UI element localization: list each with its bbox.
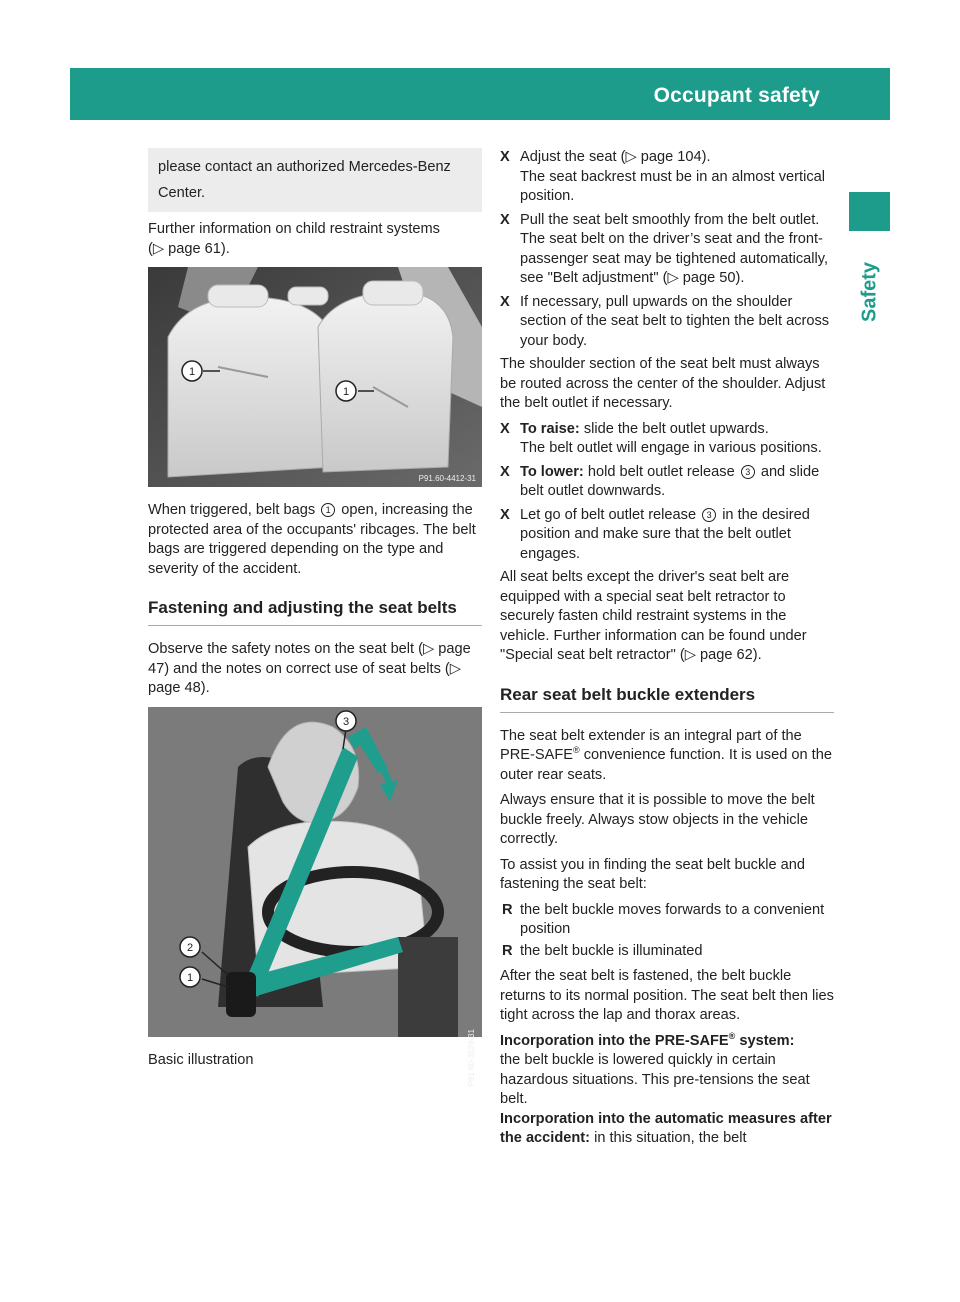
svg-text:2: 2 bbox=[186, 941, 194, 954]
section-heading: Fastening and adjusting the seat belts bbox=[148, 597, 482, 626]
chapter-tab-block bbox=[849, 192, 890, 231]
svg-text:3: 3 bbox=[342, 715, 350, 728]
section-title: Occupant safety bbox=[653, 84, 820, 107]
chapter-tab-label: Safety bbox=[858, 261, 880, 323]
rear-seat-figure bbox=[148, 267, 482, 487]
assist-text: To assist you in finding the seat belt buckle and fastening the seat belt: bbox=[500, 856, 806, 892]
svg-text:1: 1 bbox=[342, 386, 350, 398]
step-let-go: X Let go of belt outlet release 3 in the desired position and make sure that the belt outlet engages. bbox=[500, 506, 810, 562]
step-lower: X To lower: hold belt outlet release 3 and slide belt outlet downwards. bbox=[500, 463, 820, 499]
presafe-text: Incorporation into the PRE-SAFE® system: the belt buckle is lowered quickly in certain hazardous situations. This pre-tensions the seat belt. bbox=[500, 1030, 810, 1107]
step-raise: X To raise: slide the belt outlet upwards. The belt outlet will engage in various positions. bbox=[500, 420, 822, 456]
header-bar bbox=[70, 68, 943, 120]
svg-text:1: 1 bbox=[188, 366, 196, 378]
svg-text:1: 1 bbox=[186, 971, 194, 984]
list-item: R the belt buckle moves forwards to a convenient position bbox=[502, 901, 825, 937]
figure-code: P91.60-3529-31 bbox=[467, 1028, 476, 1086]
all-belts-text: All seat belts except the driver's seat belt are equipped with a special seat belt retractor to securely fasten child restraint systems in the vehicle. Further information can be found under "Special seat belt retractor" (▷ page 62). bbox=[500, 569, 807, 663]
extender-text: The seat belt extender is an integral part of the PRE-SAFE® convenience function. It is used on the outer rear seats. bbox=[500, 727, 832, 783]
chapter-tab bbox=[849, 192, 890, 342]
shoulder-text: The shoulder section of the seat belt must always be routed across the center of the shoulder. Adjust the belt outlet if necessary. bbox=[500, 356, 826, 411]
always-text: Always ensure that it is possible to move the belt buckle freely. Always stow objects in the vehicle correctly. bbox=[500, 792, 815, 847]
step-adjust-seat: X Adjust the seat (▷ page 104). The seat backrest must be in an almost vertical position. bbox=[500, 149, 825, 204]
figure-caption: Basic illustration bbox=[148, 1051, 254, 1068]
page-number: 49 bbox=[920, 85, 943, 107]
step-tighten: X If necessary, pull upwards on the shoulder section of the seat belt to tighten the belt across your body. bbox=[500, 293, 830, 349]
figure-code: P91.60-4412-31 bbox=[418, 474, 476, 483]
auto-text: Incorporation into the automatic measures after the accident: in this situation, the belt bbox=[500, 1110, 832, 1146]
belt-bags-text: When triggered, belt bags 1 open, increasing the protected area of the occupants' ribcages. The belt bags are triggered depending on the type and severity of the accident. bbox=[148, 502, 476, 577]
after-text: After the seat belt is fastened, the belt buckle returns to its normal position. The seat belt then lies tight across the lap and thorax areas. bbox=[500, 968, 834, 1023]
list-item: R the belt buckle is illuminated bbox=[502, 942, 703, 959]
right-column bbox=[500, 148, 834, 1155]
section-heading: Rear seat belt buckle extenders bbox=[500, 684, 834, 713]
step-pull-belt: X Pull the seat belt smoothly from the belt outlet. The seat belt on the driver’s seat and the front-passenger seat may be tightened automatically, see "Belt adjustment" (▷ page 50). bbox=[500, 211, 829, 286]
observe-text: Observe the safety notes on the seat belt (▷ page 47) and the notes on correct use of seat belts (▷ page 48). bbox=[148, 641, 471, 696]
left-column bbox=[148, 148, 482, 1086]
note-box: please contact an authorized Mercedes-Benz Center. bbox=[148, 148, 482, 212]
further-info: Further information on child restraint systems (▷ page 61). bbox=[148, 221, 440, 257]
